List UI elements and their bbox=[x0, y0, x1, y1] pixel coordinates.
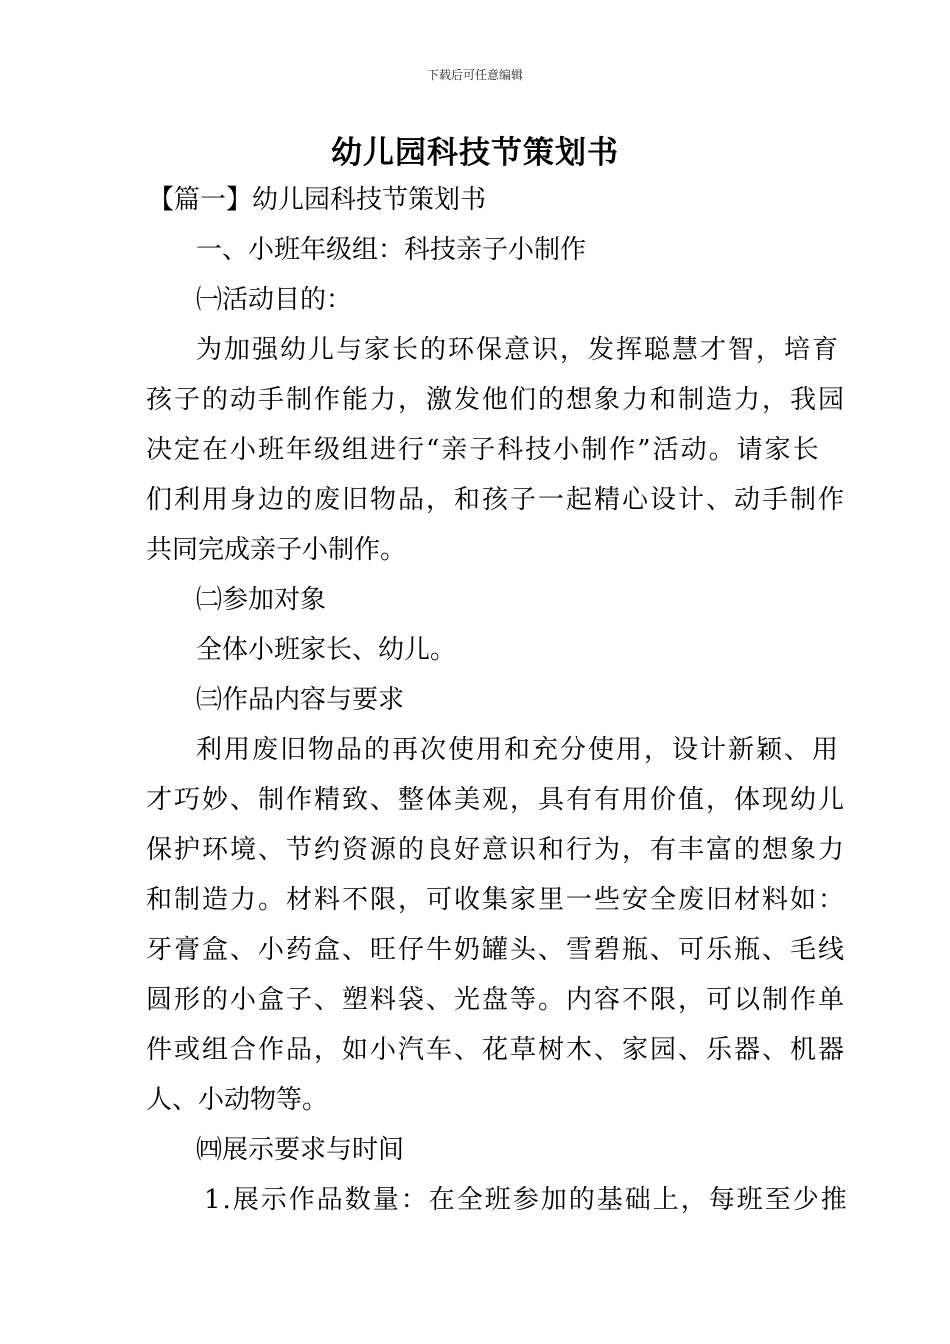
paragraph-line: 共同完成亲子小制作。 bbox=[146, 535, 407, 565]
paragraph-line: 圆形的小盒子、塑料袋、光盘等。内容不限，可以制作单 bbox=[146, 985, 847, 1015]
paragraph-line: 利用废旧物品的再次使用和充分使用，设计新颖、用 bbox=[196, 735, 841, 765]
subsection-heading: 一、小班年级组：科技亲子小制作 bbox=[196, 235, 587, 265]
paragraph-line: 孩子的动手制作能力，激发他们的想象力和制造力，我园 bbox=[146, 385, 847, 415]
item-heading: ㈣展示要求与时间 bbox=[196, 1135, 405, 1165]
document-title: 幼儿园科技节策划书 bbox=[331, 135, 619, 171]
paragraph-line: 人、小动物等。 bbox=[146, 1085, 329, 1115]
paragraph-line: 1.展示作品数量：在全班参加的基础上，每班至少推 bbox=[204, 1185, 849, 1215]
paragraph-line: 们利用身边的废旧物品，和孩子一起精心设计、动手制作 bbox=[146, 485, 847, 515]
item-heading: ㈢作品内容与要求 bbox=[196, 685, 405, 715]
section-heading: 【篇一】幼儿园科技节策划书 bbox=[148, 185, 487, 215]
paragraph-line: 件或组合作品，如小汽车、花草树木、家园、乐器、机器 bbox=[146, 1035, 847, 1065]
item-heading: ㈠活动目的： bbox=[196, 285, 353, 315]
page-header-note: 下载后可任意编辑 bbox=[426, 68, 523, 82]
paragraph-line: 为加强幼儿与家长的环保意识，发挥聪慧才智，培育 bbox=[196, 335, 841, 365]
item-heading: ㈡参加对象 bbox=[196, 585, 327, 615]
paragraph-line: 保护环境、节约资源的良好意识和行为，有丰富的想象力 bbox=[146, 835, 847, 865]
paragraph-line: 牙膏盒、小药盒、旺仔牛奶罐头、雪碧瓶、可乐瓶、毛线 bbox=[146, 935, 847, 965]
paragraph-line: 才巧妙、制作精致、整体美观，具有有用价值，体现幼儿 bbox=[146, 785, 847, 815]
paragraph-line: 全体小班家长、幼儿。 bbox=[196, 635, 457, 665]
paragraph-line: 和制造力。材料不限，可收集家里一些安全废旧材料如： bbox=[146, 885, 847, 915]
paragraph-line: 决定在小班年级组进行“亲子科技小制作”活动。请家长 bbox=[146, 435, 821, 465]
